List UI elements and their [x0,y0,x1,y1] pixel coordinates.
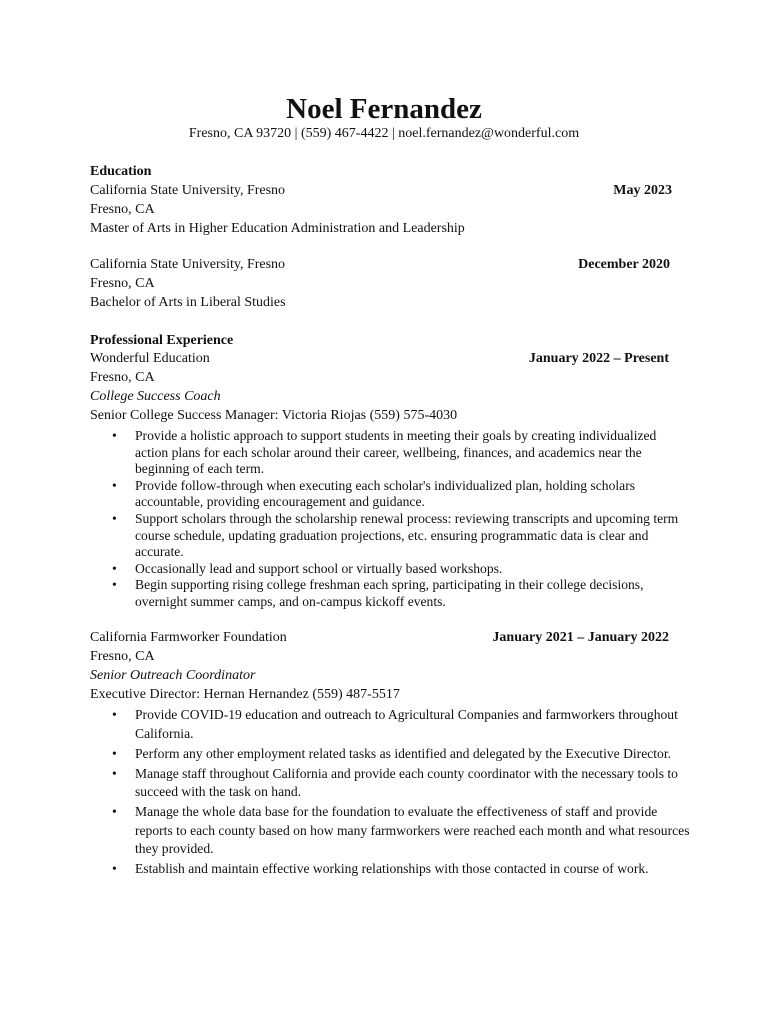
job-employer: Wonderful Education [90,351,210,366]
duty-item: • Support scholars through the scholarship renewal process: reviewing transcripts and upcoming term course schedule, updating graduation projections, etc. ensuring programmatic data is clear and accurate. [90,511,690,561]
job-supervisor: Executive Director: Hernan Hernandez (559) 487-5517 [90,687,400,702]
duty-item: • Perform any other employment related tasks as identified and delegated by the Executive Director. [90,745,690,764]
duty-item: • Manage the whole data base for the foundation to evaluate the effectiveness of staff and provide reports to each county based on how many farmworkers were reached each month and what resources they provided. [90,803,690,859]
duty-item: • Provide COVID-19 education and outreach to Agricultural Companies and farmworkers throughout California. [90,706,690,743]
education-degree: Bachelor of Arts in Liberal Studies [90,295,286,310]
education-location: Fresno, CA [90,202,155,217]
duty-item: • Begin supporting rising college freshman each spring, participating in their college decisions, overnight summer camps, and on-campus kickoff events. [90,577,690,610]
education-school: California State University, Fresno [90,257,286,272]
duty-item: • Provide follow-through when executing each scholar's individualized plan, holding scholars accountable, providing encouragement and guidance. [90,478,690,511]
duty-item: • Provide a holistic approach to support students in meeting their goals by creating individualized action plans for each scholar around their career, wellbeing, finances, and academics near the beginning of each term. [90,428,690,478]
job-duties-list [90,706,690,880]
job-employer: California Farmworker Foundation [90,630,287,645]
job-supervisor: Senior College Success Manager: Victoria Riojas (559) 575-4030 [90,408,458,423]
education-date: December 2020 [578,257,670,272]
job-date: January 2021 – January 2022 [492,630,669,645]
job-title: Senior Outreach Coordinator [90,668,256,683]
contact-line: Fresno, CA 93720 | (559) 467-4422 | noel.fernandez@wonderful.com [188,126,580,141]
job-date: January 2022 – Present [528,351,669,366]
duty-item: • Occasionally lead and support school or virtually based workshops. [90,561,690,578]
duty-item: • Establish and maintain effective working relationships with those contacted in course of work. [90,860,690,879]
job-duties-list [90,428,690,611]
education-heading: Education [90,164,152,179]
experience-heading: Professional Experience [90,333,234,348]
education-degree: Master of Arts in Higher Education Administration and Leadership [90,221,465,236]
candidate-name: Noel Fernandez [286,93,482,125]
job-location: Fresno, CA [90,370,155,385]
education-school: California State University, Fresno [90,183,286,198]
job-title: College Success Coach [90,389,221,404]
duty-item: • Manage staff throughout California and provide each county coordinator with the necessary tools to succeed with the task on hand. [90,765,690,802]
education-location: Fresno, CA [90,276,155,291]
education-date: May 2023 [613,183,672,198]
job-location: Fresno, CA [90,649,155,664]
